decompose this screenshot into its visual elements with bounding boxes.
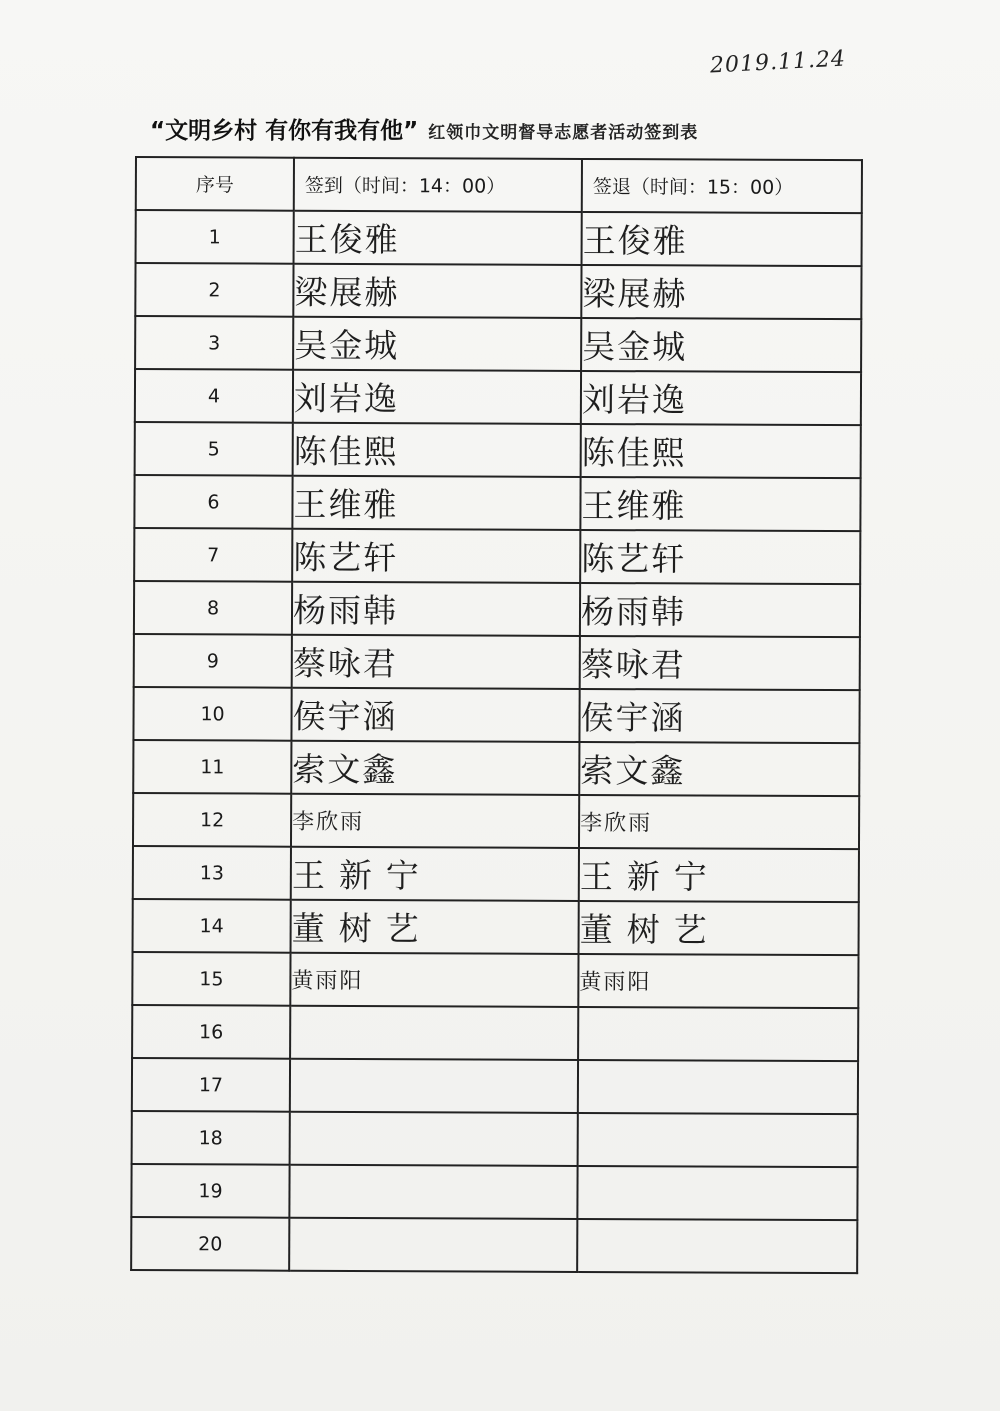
sign-in-signature: 陈佳熙 — [293, 423, 581, 477]
sign-in-signature: 王维雅 — [292, 476, 580, 530]
row-number: 5 — [135, 422, 293, 476]
table-row — [132, 1005, 858, 1061]
sign-in-signature: 董树艺 — [291, 900, 579, 954]
sign-in-signature: 刘岩逸 — [293, 370, 581, 424]
sign-in-signature: 蔡咏君 — [292, 635, 580, 689]
sign-in-signature: 吴金城 — [293, 317, 581, 371]
sign-in-signature — [289, 1165, 577, 1219]
sign-out-signature: 黄雨阳 — [578, 954, 858, 1008]
sign-out-signature: 梁展赫 — [581, 265, 861, 319]
row-number: 19 — [131, 1164, 289, 1218]
table-row — [134, 475, 860, 531]
row-number: 20 — [131, 1217, 289, 1271]
sign-in-signature — [290, 1059, 578, 1113]
sign-out-signature: 蔡咏君 — [580, 636, 860, 690]
row-number: 13 — [133, 846, 291, 900]
sign-in-signature: 杨雨韩 — [292, 582, 580, 636]
table-row — [134, 581, 860, 637]
sign-out-signature — [577, 1219, 857, 1273]
row-number: 9 — [134, 634, 292, 688]
sign-out-signature — [577, 1166, 857, 1220]
sign-out-signature — [578, 1060, 858, 1114]
row-number: 10 — [133, 687, 291, 741]
handwritten-date: 2019.11.24 — [709, 46, 847, 79]
header-no: 序号 — [136, 157, 294, 211]
table-row — [135, 422, 861, 478]
table-row — [135, 263, 861, 319]
sign-out-signature: 王维雅 — [580, 477, 860, 531]
row-number: 7 — [134, 528, 292, 582]
table-row — [131, 1217, 857, 1273]
table-row — [134, 634, 860, 690]
sign-in-signature — [290, 1006, 578, 1060]
sign-out-signature: 侯宇涵 — [579, 689, 859, 743]
row-number: 4 — [135, 369, 293, 423]
row-number: 6 — [134, 475, 292, 529]
row-number: 15 — [132, 952, 290, 1006]
row-number: 1 — [136, 210, 294, 264]
table-row — [135, 369, 861, 425]
title-main: “文明乡村 有你有我有他” — [150, 118, 419, 144]
sign-out-signature: 吴金城 — [581, 318, 861, 372]
table-row — [136, 210, 862, 266]
table-row — [133, 899, 859, 955]
sign-out-signature: 王俊雅 — [582, 212, 862, 266]
row-number: 14 — [133, 899, 291, 953]
sign-in-signature: 陈艺轩 — [292, 529, 580, 583]
table-row — [131, 1164, 857, 1220]
sign-out-signature: 王新宁 — [579, 848, 859, 902]
table-row — [133, 793, 859, 849]
sign-out-signature — [578, 1113, 858, 1167]
sign-in-signature: 梁展赫 — [293, 264, 581, 318]
sign-in-signature: 侯宇涵 — [291, 688, 579, 742]
row-number: 12 — [133, 793, 291, 847]
sign-out-signature: 董树艺 — [579, 901, 859, 955]
table-row — [134, 528, 860, 584]
sign-in-signature: 王俊雅 — [294, 211, 582, 265]
table-row — [135, 316, 861, 372]
table-row — [133, 687, 859, 743]
sign-out-signature — [578, 1007, 858, 1061]
sign-in-signature: 黄雨阳 — [290, 953, 578, 1007]
row-number: 8 — [134, 581, 292, 635]
sign-in-signature: 王新宁 — [291, 847, 579, 901]
row-number: 2 — [135, 263, 293, 317]
table-row — [133, 846, 859, 902]
sign-out-signature: 刘岩逸 — [581, 371, 861, 425]
sign-out-signature: 陈佳熙 — [581, 424, 861, 478]
signin-table — [130, 156, 863, 1274]
sign-out-signature: 陈艺轩 — [580, 530, 860, 584]
header-row — [136, 157, 862, 213]
row-number: 17 — [132, 1058, 290, 1112]
sign-in-signature: 索文鑫 — [291, 741, 579, 795]
row-number: 16 — [132, 1005, 290, 1059]
sign-out-signature: 李欣雨 — [579, 795, 859, 849]
sign-in-signature — [289, 1218, 577, 1272]
row-number: 11 — [133, 740, 291, 794]
table-row — [132, 1111, 858, 1167]
row-number: 3 — [135, 316, 293, 370]
page-title — [150, 112, 870, 145]
header-sign-in: 签到（时间：14：00） — [294, 158, 582, 212]
sign-out-signature: 杨雨韩 — [580, 583, 860, 637]
table-row — [132, 952, 858, 1008]
sign-in-signature — [290, 1112, 578, 1166]
header-sign-out: 签退（时间：15：00） — [582, 159, 862, 213]
table-row — [133, 740, 859, 796]
sign-out-signature: 索文鑫 — [579, 742, 859, 796]
row-number: 18 — [132, 1111, 290, 1165]
table-row — [132, 1058, 858, 1114]
title-sub: 红领巾文明督导志愿者活动签到表 — [428, 123, 699, 143]
sign-in-signature: 李欣雨 — [291, 794, 579, 848]
